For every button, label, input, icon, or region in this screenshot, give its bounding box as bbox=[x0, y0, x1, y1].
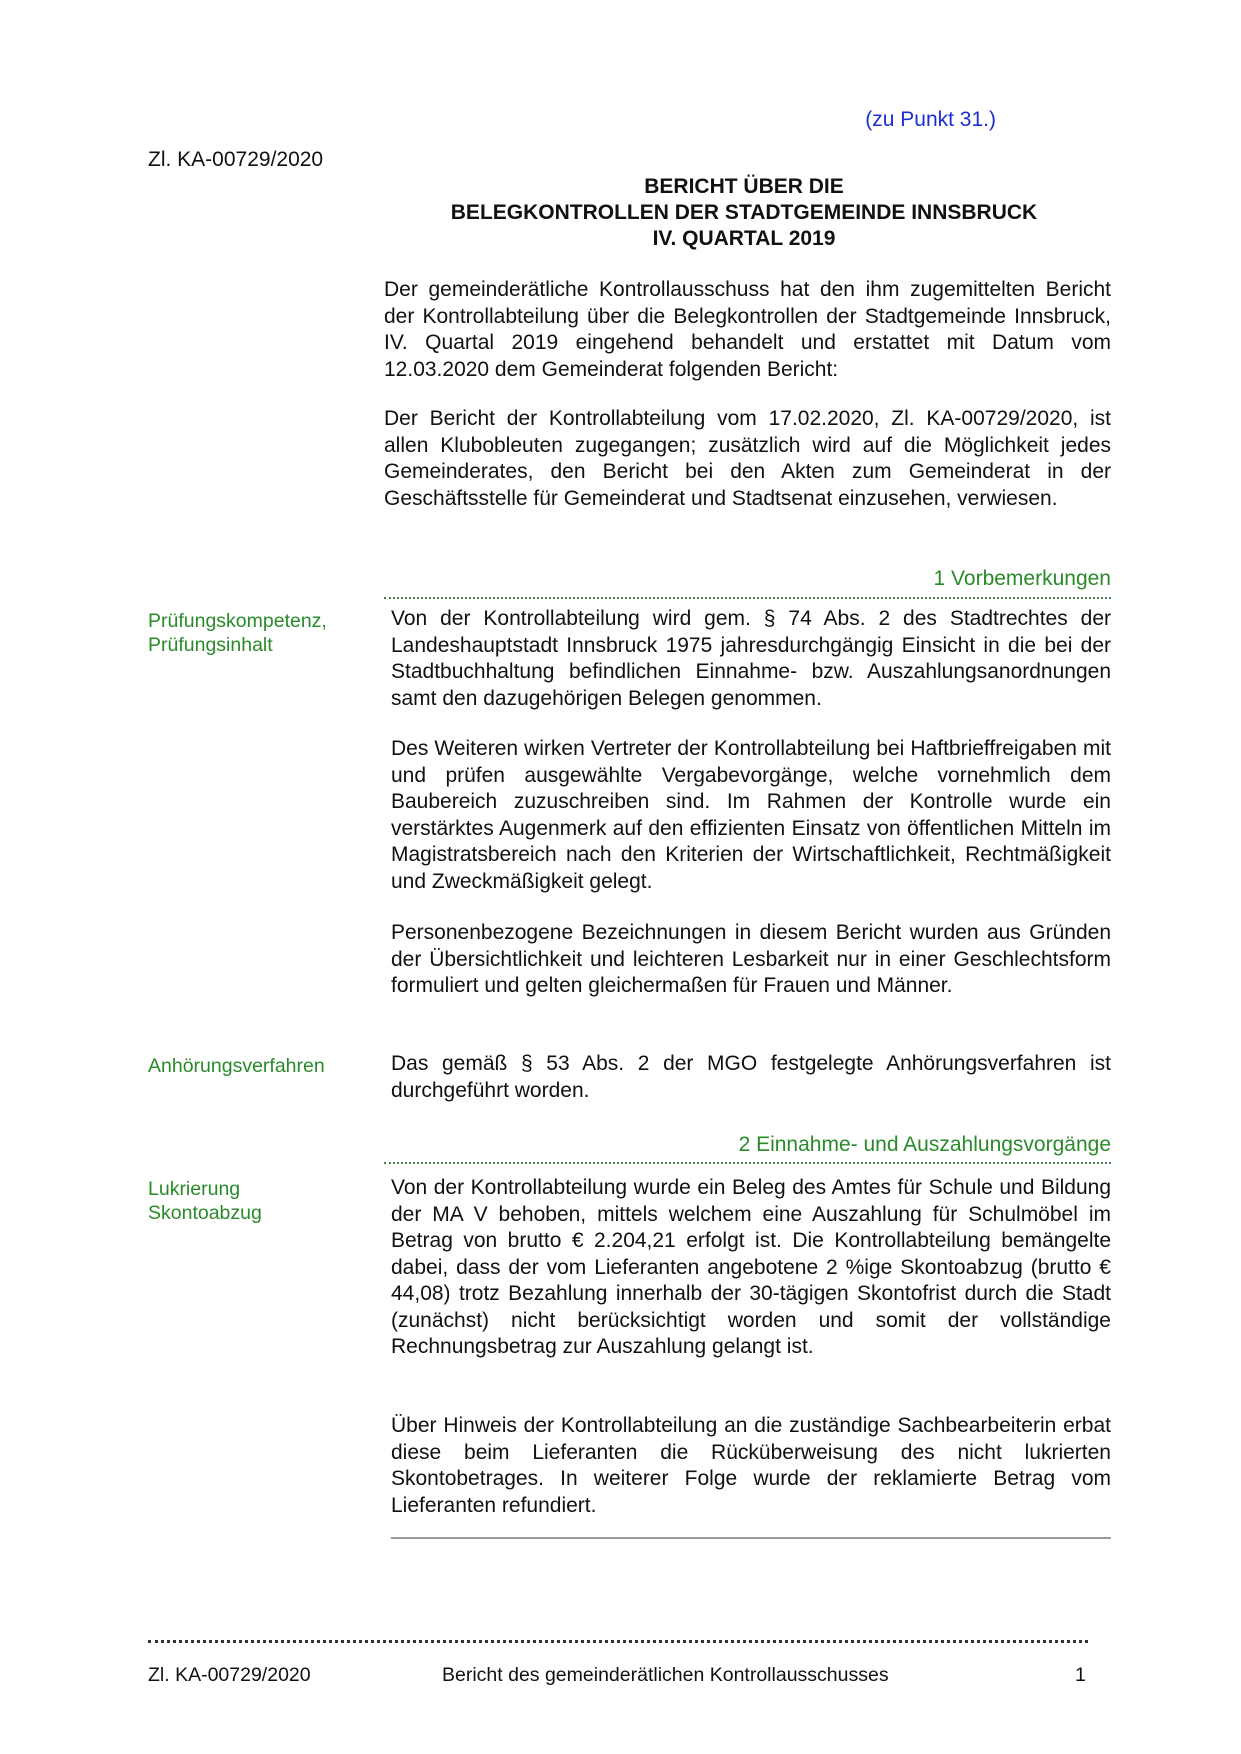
footer-divider bbox=[148, 1640, 1088, 1643]
document-title bbox=[384, 174, 1104, 252]
margin-note bbox=[148, 609, 368, 657]
file-number: Zl. KA-00729/2020 bbox=[148, 148, 324, 171]
body-paragraph: Das gemäß § 53 Abs. 2 der MGO festgelegte Anhörungsverfahren ist durchgeführt worden. bbox=[391, 1052, 1111, 1102]
intro-paragraph: Der gemeinderätliche Kontrollausschuss hat den ihm zugemittelten Bericht der Kontrollabteilung über die Belegkontrollen der Stadtgemeinde Innsbruck, IV. Quartal 2019 eingehend behandelt und erstattet mit Datum vom 12.03.2020 dem Gemeinderat folgenden Bericht: bbox=[384, 278, 1111, 381]
margin-note: Anhörungsverfahren bbox=[148, 1055, 325, 1077]
title-line: BERICHT ÜBER DIE bbox=[644, 175, 844, 198]
title-line: BELEGKONTROLLEN DER STADTGEMEINDE INNSBRUCK bbox=[450, 201, 1038, 224]
section-divider bbox=[384, 597, 1111, 599]
agenda-reference: (zu Punkt 31.) bbox=[865, 108, 996, 131]
footer-title: Bericht des gemeinderätlichen Kontrollausschusses bbox=[442, 1664, 889, 1686]
margin-note-line: Prüfungsinhalt bbox=[148, 634, 273, 656]
margin-note-line: Lukrierung bbox=[148, 1178, 241, 1200]
body-paragraph: Von der Kontrollabteilung wird gem. § 74 Abs. 2 des Stadtrechtes der Landeshauptstadt Innsbruck 1975 jahresdurchgängig Einsicht in die bei der Stadtbuchhaltung befindlichen Einnahme- bzw. Auszahlungsanordnungen samt den dazugehörigen Belegen genommen. bbox=[391, 607, 1111, 710]
margin-note-line: Prüfungskompetenz, bbox=[148, 610, 327, 632]
body-paragraph: Über Hinweis der Kontrollabteilung an die zuständige Sachbearbeiterin erbat diese beim Lieferanten die Rücküberweisung des nicht lukrierten Skontobetrages. In weiterer Folge wurde der reklamierte Betrag vom Lieferanten refundiert. bbox=[391, 1414, 1111, 1517]
body-paragraph: Des Weiteren wirken Vertreter der Kontrollabteilung bei Haftbrieffreigaben mit und prüfen ausgewählte Vergabevorgänge, welche vornehmlich dem Baubereich zuzuschreiben sind. Im Rahmen der Kontrolle wurde ein verstärktes Augenmerk auf den effizienten Einsatz von öffentlichen Mitteln im Magistratsbereich nach den Kriterien der Wirtschaftlichkeit, Rechtmäßigkeit und Zweckmäßigkeit gelegt. bbox=[391, 737, 1111, 893]
end-rule bbox=[391, 1537, 1111, 1539]
section-heading: 1 Vorbemerkungen bbox=[933, 567, 1111, 590]
page-number: 1 bbox=[1075, 1664, 1086, 1686]
body-paragraph: Von der Kontrollabteilung wurde ein Beleg des Amtes für Schule und Bildung der MA V behoben, mittels welchem eine Auszahlung für Schulmöbel im Betrag von brutto € 2.204,21 erfolgt ist. Die Kontrollabteilung bemängelte dabei, dass der vom Lieferanten angebotene 2 %ige Skontoabzug (brutto € 44,08) trotz Bezahlung innerhalb der 30-tägigen Skontofrist durch die Stadt (zunächst) nicht berücksichtigt worden und somit der vollständige Rechnungsbetrag zur Auszahlung gelangt ist. bbox=[391, 1176, 1111, 1358]
footer-file-number: Zl. KA-00729/2020 bbox=[148, 1664, 311, 1686]
margin-note-line: Skontoabzug bbox=[148, 1202, 262, 1224]
title-line: IV. QUARTAL 2019 bbox=[652, 227, 836, 250]
intro-paragraph: Der Bericht der Kontrollabteilung vom 17.02.2020, Zl. KA-00729/2020, ist allen Klubobleuten zugegangen; zusätzlich wird auf die Möglichkeit jedes Gemeinderates, den Bericht bei den Akten zum Gemeinderat in der Geschäftsstelle für Gemeinderat und Stadtsenat einzusehen, verwiesen. bbox=[384, 407, 1111, 510]
body-paragraph: Personenbezogene Bezeichnungen in diesem Bericht wurden aus Gründen der Übersichtlichkeit und leichteren Lesbarkeit nur in einer Geschlechtsform formuliert und gelten gleichermaßen für Frauen und Männer. bbox=[391, 921, 1111, 997]
margin-note bbox=[148, 1177, 368, 1225]
section-divider bbox=[384, 1162, 1111, 1164]
section-heading: 2 Einnahme- und Auszahlungsvorgänge bbox=[738, 1133, 1111, 1156]
